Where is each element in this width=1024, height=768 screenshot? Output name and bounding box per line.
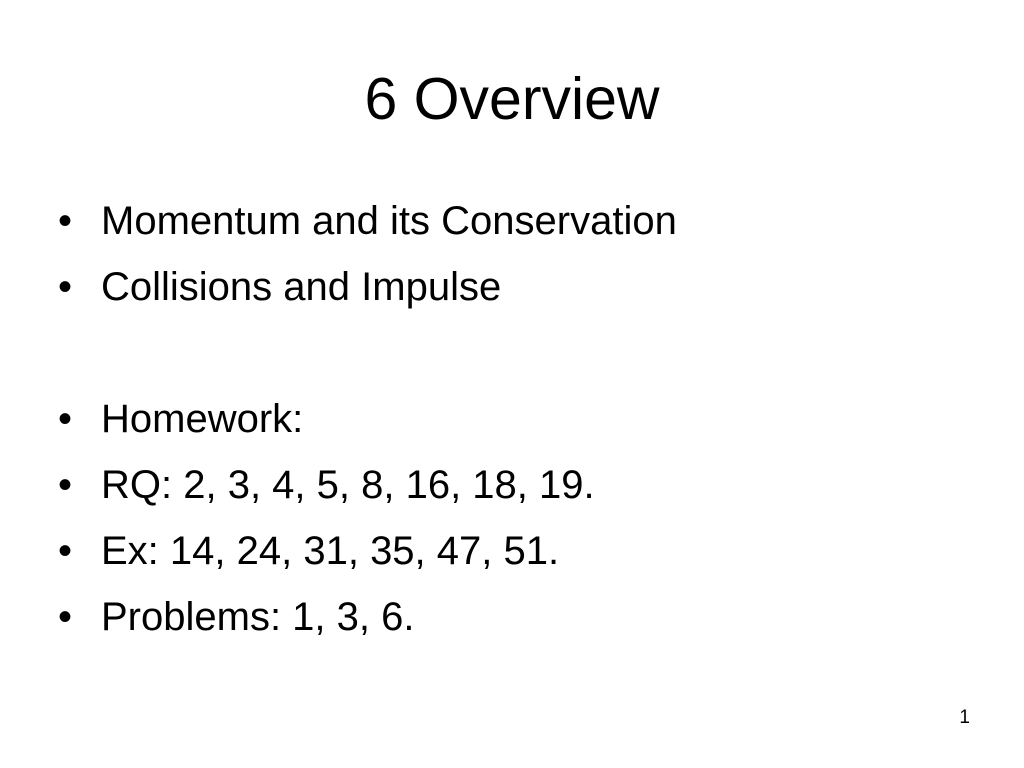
bullet-item (58, 254, 677, 320)
bullet-text: Momentum and its Conservation (101, 199, 677, 243)
bullet-text: Collisions and Impulse (101, 265, 502, 309)
bullet-item (58, 452, 677, 518)
bullet-item (58, 188, 677, 254)
bullet-item (58, 518, 677, 584)
bullet-icon: • (58, 199, 73, 243)
bullet-item (58, 386, 677, 452)
bullet-text: Problems: 1, 3, 6. (101, 595, 415, 639)
bullet-icon: • (58, 463, 73, 507)
bullet-text: RQ: 2, 3, 4, 5, 8, 16, 18, 19. (101, 463, 595, 507)
bullet-icon: • (58, 265, 73, 309)
bullet-list (58, 188, 677, 650)
page-number: 1 (959, 707, 970, 728)
bullet-icon: • (58, 595, 73, 639)
bullet-text: Ex: 14, 24, 31, 35, 47, 51. (101, 529, 560, 573)
bullet-icon: • (58, 529, 73, 573)
bullet-item (58, 584, 677, 650)
bullet-icon: • (58, 397, 73, 441)
slide-title: 6 Overview (364, 66, 660, 132)
bullet-text: Homework: (101, 397, 304, 441)
